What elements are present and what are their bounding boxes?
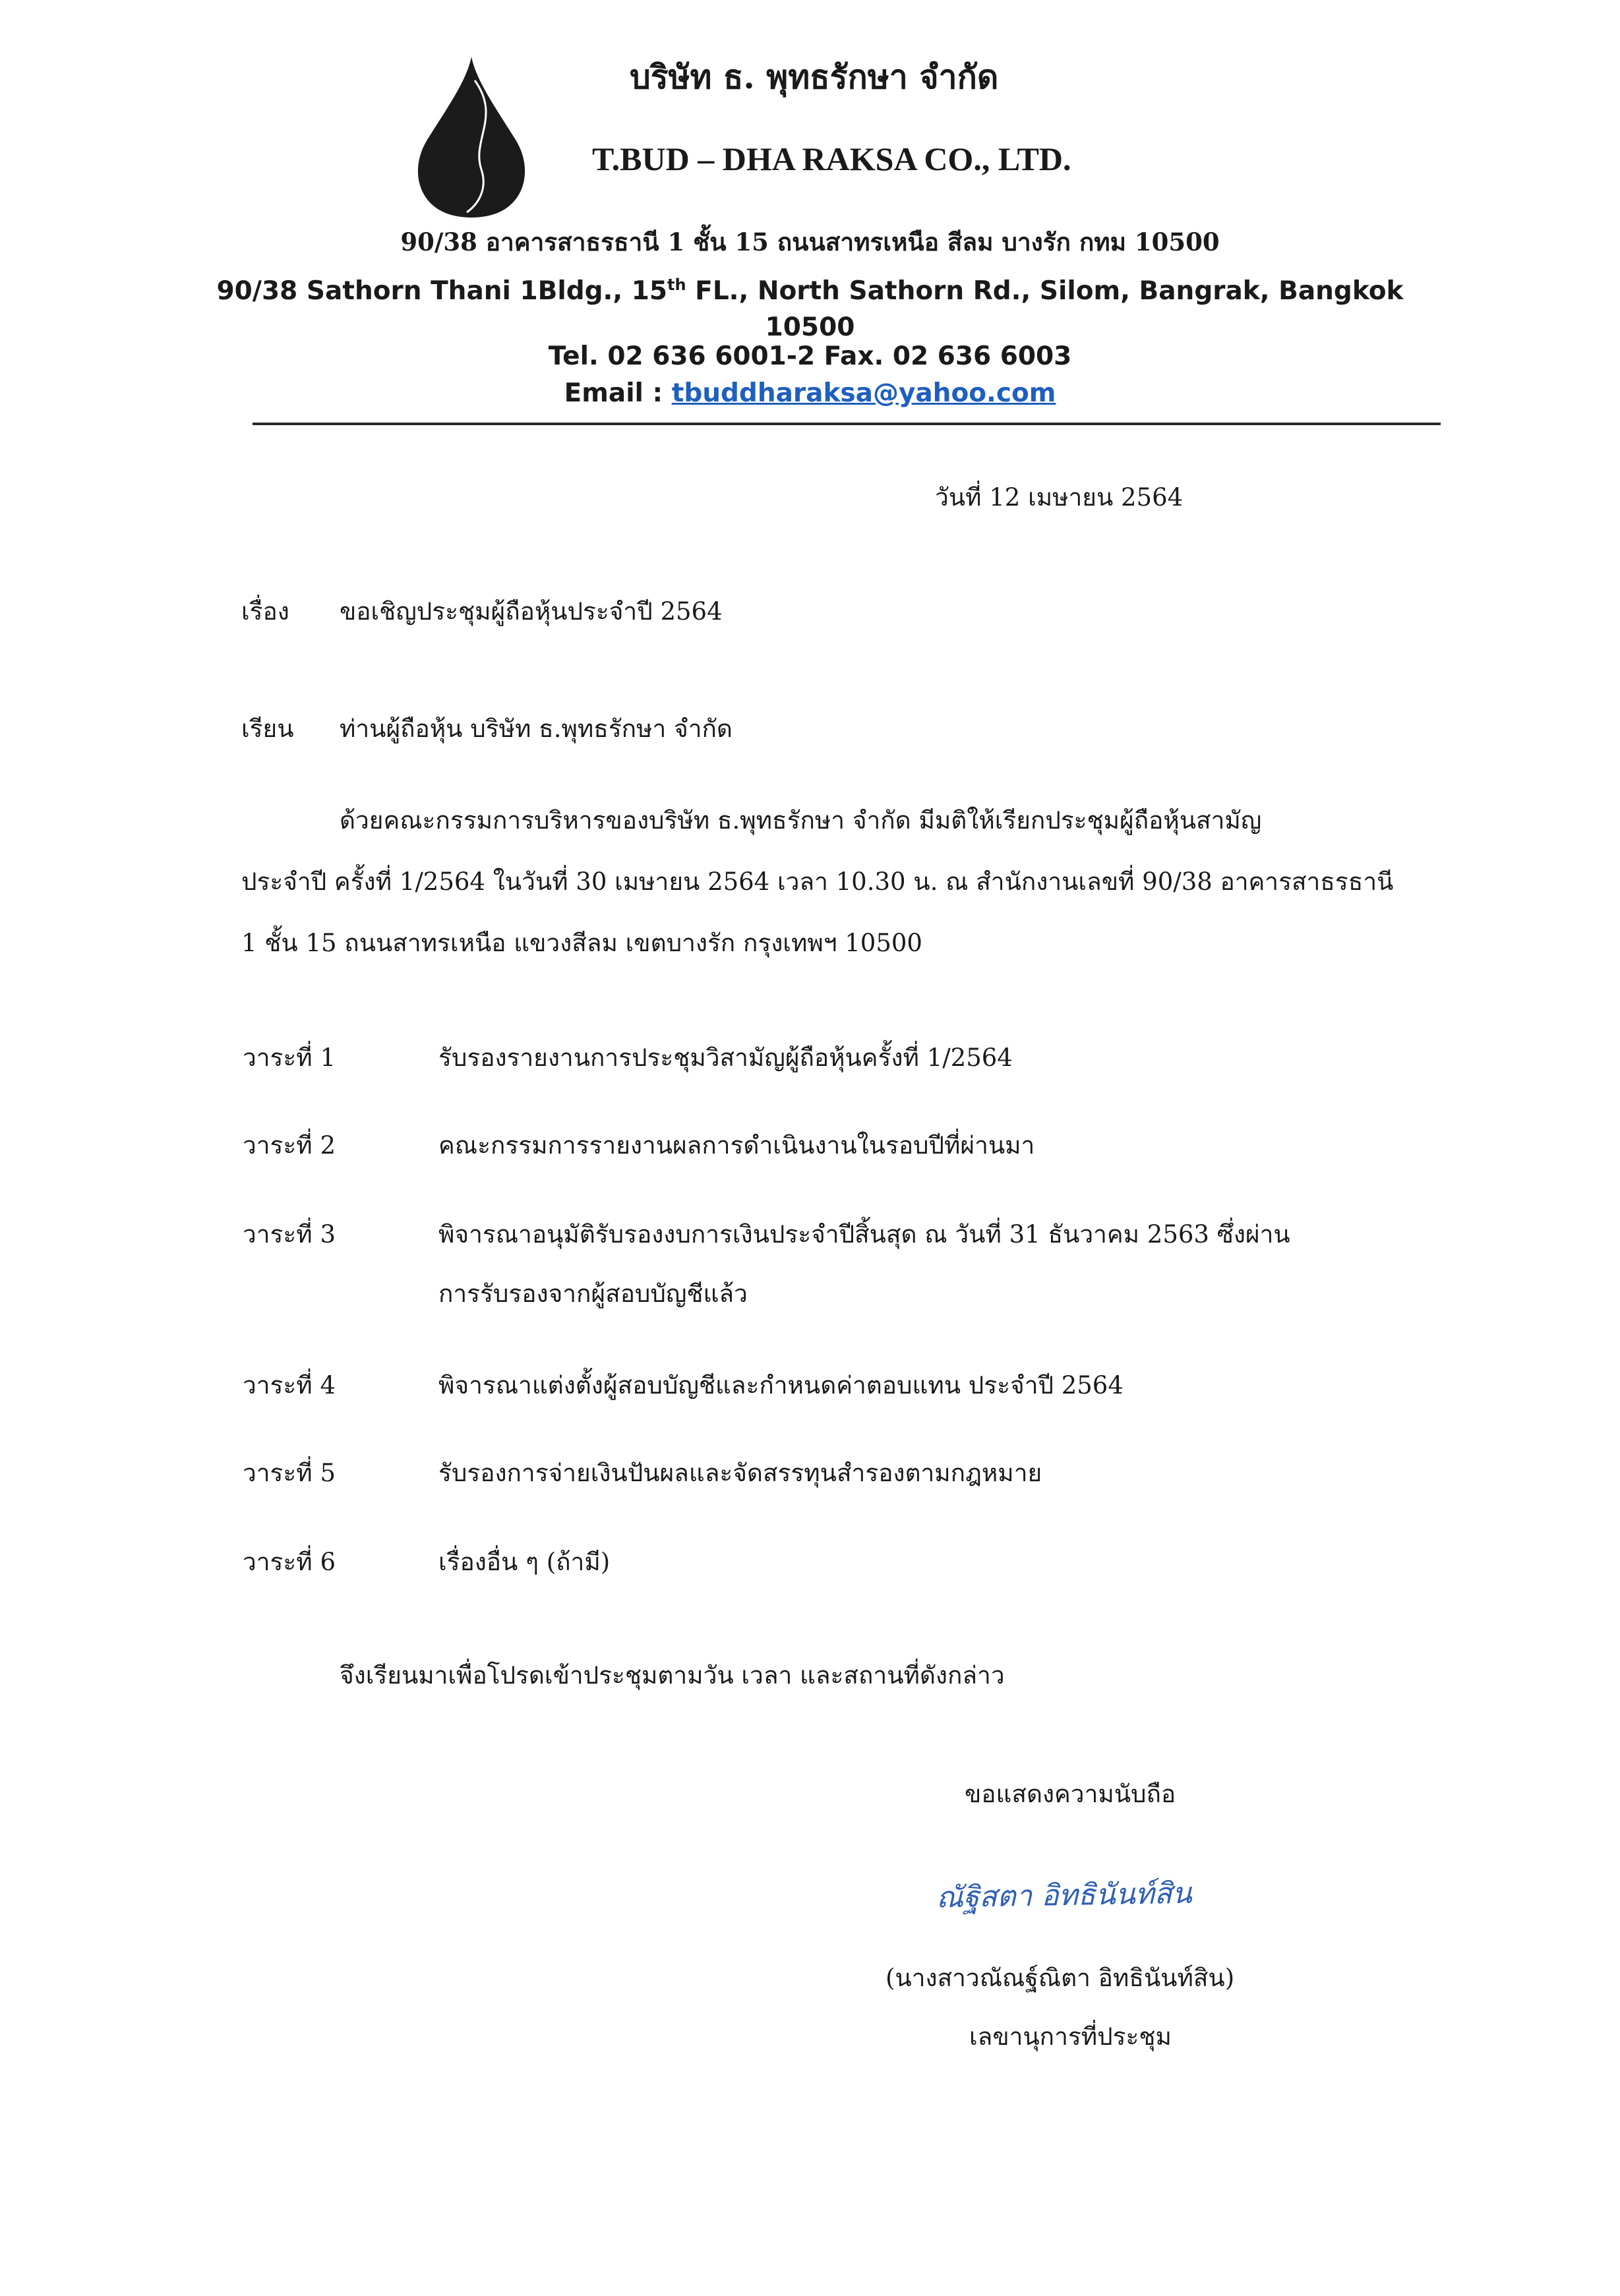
agenda-label-6: วาระที่ 6	[243, 1548, 336, 1576]
body-line-3: 1 ชั้น 15 ถนนสาทรเหนือ แขวงสีลม เขตบางรัก กรุงเทพฯ 10500	[241, 929, 922, 957]
agenda-label-5: วาระที่ 5	[243, 1459, 336, 1487]
agenda-label-1: วาระที่ 1	[243, 1044, 336, 1072]
company-name-english: T.BUD – DHA RAKSA CO., LTD.	[592, 140, 1071, 177]
signer-name: (นางสาวณัณฐ์ณิตา อิทธินันท์สิน)	[885, 1964, 1235, 1992]
address-english-line-1-end: FL., North Sathorn Rd., Silom, Bangrak, Bangkok	[686, 276, 1404, 306]
floor-suffix: th	[667, 276, 686, 294]
closing-line: จึงเรียนมาเพื่อโปรดเข้าประชุมตามวัน เวลา และสถานที่ดังกล่าว	[340, 1661, 1005, 1690]
company-name-thai: บริษัท ธ. พุทธรักษา จำกัด	[630, 57, 999, 96]
recipient-label: เรียน	[241, 715, 294, 743]
signer-title: เลขานุการที่ประชุม	[969, 2022, 1172, 2051]
agenda-text-5: รับรองการจ่ายเงินปันผลและจัดสรรทุนสำรองตามกฎหมาย	[438, 1459, 1042, 1487]
body-line-1: ด้วยคณะกรรมการบริหารของบริษัท ธ.พุทธรักษา จำกัด มีมติให้เรียกประชุมผู้ถือหุ้นสามัญ	[340, 806, 1262, 835]
address-english-line-1	[0, 267, 1620, 309]
email-line	[0, 375, 1620, 412]
body-line-2: ประจำปี ครั้งที่ 1/2564 ในวันที่ 30 เมษายน 2564 เวลา 10.30 น. ณ สำนักงานเลขที่ 90/38 อาคารสาธรธานี	[241, 868, 1394, 896]
agenda-text-3: พิจารณาอนุมัติรับรองงบการเงินประจำปีสิ้นสุด ณ วันที่ 31 ธันวาคม 2563 ซึ่งผ่าน	[438, 1220, 1290, 1249]
contact-block	[0, 338, 1620, 412]
recipient-text: ท่านผู้ถือหุ้น บริษัท ธ.พุทธรักษา จำกัด	[340, 715, 733, 743]
email-link[interactable]: tbuddharaksa@yahoo.com	[671, 378, 1056, 408]
agenda-text-1: รับรองรายงานการประชุมวิสามัญผู้ถือหุ้นครั้งที่ 1/2564	[438, 1044, 1013, 1072]
agenda-text-4: พิจารณาแต่งตั้งผู้สอบบัญชีและกำหนดค่าตอบแทน ประจำปี 2564	[438, 1371, 1124, 1399]
subject-text: ขอเชิญประชุมผู้ถือหุ้นประจำปี 2564	[340, 597, 723, 626]
agenda-label-2: วาระที่ 2	[243, 1131, 336, 1160]
agenda-text-3-cont: การรับรองจากผู้สอบบัญชีแล้ว	[438, 1280, 748, 1308]
address-english	[0, 267, 1620, 345]
email-label: Email :	[564, 378, 672, 408]
agenda-text-2: คณะกรรมการรายงานผลการดำเนินงานในรอบปีที่ผ่านมา	[438, 1131, 1035, 1160]
water-drop-leaf-icon	[409, 54, 534, 219]
agenda-label-4: วาระที่ 4	[243, 1371, 336, 1399]
company-logo	[409, 54, 534, 219]
tel-fax: Tel. 02 636 6001-2 Fax. 02 636 6003	[548, 341, 1072, 371]
handwritten-signature: ณัฐิสตา อิทธินันท์สิน	[936, 1876, 1193, 1915]
address-english-line-1-start: 90/38 Sathorn Thani 1Bldg., 15	[216, 276, 668, 306]
subject-label: เรื่อง	[241, 597, 289, 626]
agenda-text-6: เรื่องอื่น ๆ (ถ้ามี)	[438, 1548, 611, 1576]
agenda-label-3: วาระที่ 3	[243, 1220, 336, 1249]
address-thai: 90/38 อาคารสาธรธานี 1 ชั้น 15 ถนนสาทรเหนือ สีลม บางรัก กทม 10500	[400, 227, 1220, 256]
address-english-line-2: 10500	[765, 312, 855, 342]
letter-date: วันที่ 12 เมษายน 2564	[935, 483, 1184, 512]
letterhead-divider	[253, 423, 1441, 425]
regards: ขอแสดงความนับถือ	[965, 1780, 1176, 1808]
